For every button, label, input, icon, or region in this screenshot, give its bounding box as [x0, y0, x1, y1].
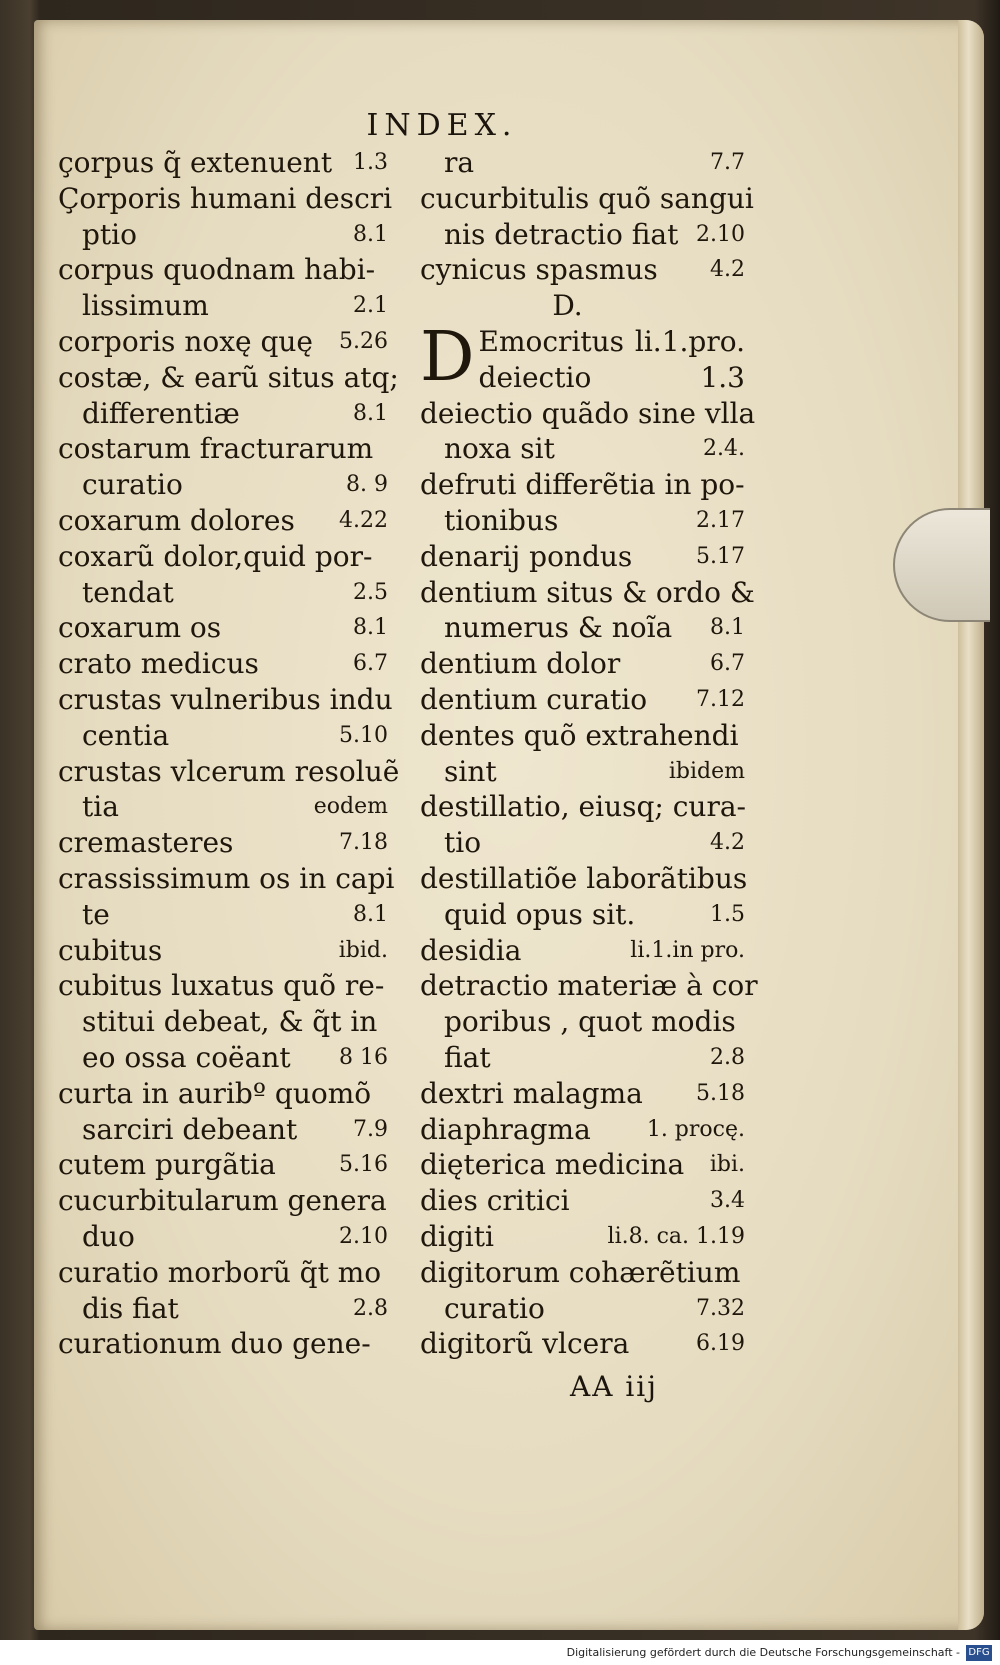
- entry-term: cutem purgãtia: [58, 1148, 276, 1182]
- entry-reference: [739, 718, 745, 754]
- entry-reference: 2.4.: [703, 436, 745, 462]
- index-entry: [58, 825, 388, 861]
- index-entry: [420, 646, 745, 682]
- entry-reference: ibid.: [338, 937, 388, 963]
- entry-reference: 4.2: [710, 830, 745, 856]
- entry-term: fiat: [444, 1040, 491, 1074]
- entry-reference: 5.18: [696, 1080, 745, 1106]
- dropcap-entry: [420, 317, 745, 397]
- entry-reference: 4.2: [710, 257, 745, 283]
- index-entry: [420, 252, 745, 288]
- entry-reference: 8.1: [353, 901, 388, 927]
- entry-term: nis detractio fiat: [444, 217, 679, 251]
- entry-reference: 7.18: [339, 830, 388, 856]
- entry-term: costæ, & earũ situs atq;: [58, 360, 399, 394]
- index-entry: [420, 1004, 745, 1040]
- entry-reference: 8.1: [353, 400, 388, 426]
- index-entry: [58, 789, 388, 825]
- index-entry: [420, 968, 758, 1004]
- index-entry: [420, 718, 745, 754]
- index-entry: [58, 431, 388, 467]
- entry-reference: [382, 252, 388, 288]
- entry-reference: [382, 431, 388, 467]
- entry-reference: [394, 861, 400, 897]
- entry-term: dentium situs & ordo &: [420, 575, 755, 609]
- index-entry: [420, 431, 745, 467]
- index-entry: [58, 1219, 388, 1255]
- entry-term: defruti differẽtia in po-: [420, 468, 745, 502]
- entry-term: curta in auribº quomõ: [58, 1076, 372, 1110]
- entry-term: destillatio, eiusq; cura-: [420, 790, 746, 824]
- index-entry: [420, 789, 745, 825]
- entry-term: cremasteres: [58, 826, 234, 860]
- entry-term: tendat: [82, 575, 174, 609]
- entry-reference: 8.1: [710, 615, 745, 641]
- entry-term: centia: [82, 718, 170, 752]
- index-entry: [58, 181, 393, 217]
- index-entry: [58, 360, 399, 396]
- entry-reference: [755, 396, 761, 432]
- entry-term: corporis noxę quę: [58, 324, 313, 358]
- index-entry: [58, 503, 388, 539]
- index-entry: [58, 467, 388, 503]
- index-entry: [420, 217, 745, 253]
- entry-term: tia: [82, 790, 119, 824]
- index-entry: [58, 861, 395, 897]
- entry-reference: [382, 539, 388, 575]
- dfg-logo-icon: DFG: [966, 1645, 992, 1661]
- entry-term: dentes quõ extrahendi: [420, 718, 739, 752]
- index-entry: Emocritus li.1.pro.: [478, 324, 745, 358]
- entry-term: stitui debeat, & q̃t in: [82, 1005, 378, 1039]
- entry-term: digiti: [420, 1219, 494, 1253]
- page-edge: [958, 20, 984, 1630]
- credit-text: Digitalisierung gefördert durch die Deutsche Forschungsgemeinschaft -: [566, 1646, 960, 1659]
- entry-reference: [392, 181, 398, 217]
- entry-term: deiectio quãdo sine vlla: [420, 396, 756, 430]
- entry-term: digitorum cohærẽtium: [420, 1255, 741, 1289]
- index-entry: [420, 1219, 745, 1255]
- entry-reference: 4.22: [339, 507, 388, 533]
- index-entry: [58, 324, 388, 360]
- entry-term: dies critici: [420, 1184, 570, 1218]
- entry-term: differentiæ: [82, 396, 240, 430]
- entry-term: detractio materiæ à cor: [420, 969, 758, 1003]
- entry-term: te: [82, 897, 110, 931]
- entry-reference: 1.3: [353, 150, 388, 175]
- index-entry: [58, 1112, 388, 1148]
- entry-term: dięterica medicina: [420, 1148, 685, 1182]
- entry-term: lissimum: [82, 289, 209, 323]
- index-entry: [58, 1183, 388, 1219]
- index-entry: [58, 252, 388, 288]
- entry-term: numerus & noĩa: [444, 611, 673, 645]
- entry-reference: li.1.in pro.: [630, 937, 745, 963]
- entry-reference: [746, 789, 752, 825]
- entry-reference: [382, 1076, 388, 1112]
- index-column-left: [58, 145, 400, 1362]
- entry-term: tio: [444, 826, 482, 860]
- index-entry: [420, 682, 745, 718]
- index-entry: [58, 1326, 388, 1362]
- index-entry: [58, 718, 388, 754]
- entry-reference: 5.26: [339, 328, 388, 354]
- entry-term: poribus , quot modis: [444, 1005, 736, 1039]
- entry-reference: [758, 968, 764, 1004]
- entry-term: tionibus: [444, 503, 559, 537]
- index-entry: [58, 968, 388, 1004]
- entry-term: çorpus q̃ extenuent: [58, 146, 333, 179]
- entry-reference: [399, 754, 405, 790]
- entry-term: coxarũ dolor,quid por-: [58, 539, 373, 573]
- entry-term: sint: [444, 754, 497, 788]
- entry-reference: [740, 1255, 746, 1291]
- entry-reference: 6.19: [696, 1331, 745, 1357]
- entry-reference: [747, 861, 753, 897]
- index-entry: [58, 1040, 388, 1076]
- index-entry: [420, 467, 745, 503]
- index-entry: [58, 288, 388, 324]
- index-entry: [420, 181, 754, 217]
- index-entry: [58, 1255, 388, 1291]
- index-entry: [58, 682, 393, 718]
- entry-reference: [754, 181, 760, 217]
- index-entry: [420, 825, 745, 861]
- entry-reference: 8.1: [353, 615, 388, 641]
- entry-reference: 2.5: [353, 579, 388, 605]
- entry-term: ptio: [82, 217, 137, 251]
- entry-reference: 2.1: [353, 293, 388, 319]
- entry-term: corpus quodnam habi-: [58, 253, 376, 287]
- entry-reference: 8.1: [353, 221, 388, 247]
- entry-term: dis fiat: [82, 1291, 179, 1325]
- entry-reference: 2.17: [696, 507, 745, 533]
- entry-reference: [755, 575, 761, 611]
- index-entry: [420, 396, 756, 432]
- index-entry: [420, 1112, 745, 1148]
- index-entry: [420, 1255, 745, 1291]
- entry-term: quid opus sit.: [444, 897, 636, 931]
- entry-term: curatio morborũ q̃t mo: [58, 1255, 382, 1289]
- entry-reference: [382, 1255, 388, 1291]
- entry-term: cubitus luxatus quõ re-: [58, 969, 385, 1003]
- entry-term: desidia: [420, 933, 522, 967]
- entry-term: dentium dolor: [420, 647, 621, 681]
- index-entry: [58, 539, 388, 575]
- entry-term: cucurbitulis quõ sangui: [420, 181, 754, 215]
- entry-term: noxa sit: [444, 432, 555, 466]
- signature-mark: AA iij: [570, 1370, 658, 1403]
- index-entry: [58, 1147, 388, 1183]
- entry-reference: 2.10: [339, 1223, 388, 1249]
- index-entry: [420, 1040, 745, 1076]
- entry-term: diaphragma: [420, 1112, 591, 1146]
- entry-reference: 8 16: [339, 1044, 388, 1070]
- entry-term: ra: [444, 146, 475, 179]
- entry-term: cubitus: [58, 933, 163, 967]
- entry-term: cynicus spasmus: [420, 253, 658, 287]
- index-entry: [58, 754, 400, 790]
- dropcap-letter: D: [420, 317, 475, 397]
- entry-term: cucurbitularum genera: [58, 1184, 387, 1218]
- entry-term: coxarum os: [58, 611, 222, 645]
- entry-term: curationum duo gene-: [58, 1327, 371, 1361]
- entry-term: sarciri debeant: [82, 1112, 298, 1146]
- entry-reference: 7.9: [353, 1116, 388, 1142]
- entry-reference: [739, 1004, 745, 1040]
- entry-term: Çorporis humani descri: [58, 181, 393, 215]
- entry-reference: [393, 682, 399, 718]
- index-entry: [420, 503, 745, 539]
- entry-term: duo: [82, 1219, 135, 1253]
- entry-term: dextri malagma: [420, 1076, 643, 1110]
- index-entry: [420, 610, 745, 646]
- entry-reference: 2.8: [710, 1044, 745, 1070]
- page-header: INDEX.: [366, 108, 518, 143]
- entry-reference: 5.16: [339, 1152, 388, 1178]
- index-entry: [58, 1291, 388, 1327]
- entry-reference: 7.32: [696, 1295, 745, 1321]
- index-entry: [420, 575, 755, 611]
- index-entry: [58, 1076, 388, 1112]
- index-entry: [420, 539, 745, 575]
- entry-term: digitorũ vlcera: [420, 1327, 630, 1361]
- index-entry: [58, 610, 388, 646]
- index-entry: [58, 145, 388, 181]
- entry-reference: 3.4: [710, 1188, 745, 1214]
- entry-reference: 5.10: [339, 722, 388, 748]
- entry-term: costarum fracturarum: [58, 432, 374, 466]
- credit-bar: [0, 1640, 1000, 1665]
- entry-reference: li.8. ca. 1.19: [607, 1223, 745, 1249]
- entry-reference: [384, 968, 390, 1004]
- entry-term: crustas vulneribus indu: [58, 682, 393, 716]
- entry-term: curatio: [82, 468, 183, 502]
- entry-reference: ibidem: [668, 758, 745, 784]
- entry-reference: [382, 1004, 388, 1040]
- index-entry: [420, 1147, 745, 1183]
- entry-reference: 5.17: [696, 543, 745, 569]
- entry-reference: 2.10: [696, 221, 745, 247]
- index-entry: [58, 217, 388, 253]
- entry-term: eo ossa coëant: [82, 1040, 291, 1074]
- entry-reference: 1. procę.: [646, 1116, 745, 1142]
- index-entry: [58, 646, 388, 682]
- entry-term: destillatiõe laborãtibus: [420, 861, 748, 895]
- index-entry: [420, 861, 748, 897]
- index-entry: [58, 1004, 388, 1040]
- index-column-right: [420, 145, 758, 1362]
- entry-reference: 6.7: [353, 651, 388, 677]
- entry-reference: 7.7: [710, 150, 745, 175]
- index-entry: [58, 396, 388, 432]
- index-entry: [420, 897, 745, 933]
- entry-term: crato medicus: [58, 647, 259, 681]
- index-entry: [420, 145, 745, 181]
- entry-reference: 7.12: [696, 686, 745, 712]
- entry-term: crassissimum os in capi: [58, 861, 395, 895]
- entry-term: denarij pondus: [420, 539, 633, 573]
- entry-term: curatio: [444, 1291, 545, 1325]
- entry-reference: [382, 1326, 388, 1362]
- entry-reference: [745, 467, 751, 503]
- index-entry: [58, 933, 388, 969]
- index-entry: [58, 575, 388, 611]
- index-entry: [420, 1326, 745, 1362]
- index-entry: [420, 933, 745, 969]
- entry-reference: 2.8: [353, 1295, 388, 1321]
- entry-term: coxarum dolores: [58, 503, 295, 537]
- entry-reference: [387, 1183, 393, 1219]
- entry-reference: eodem: [313, 794, 388, 820]
- index-entry: deiectio 1.3: [478, 360, 745, 394]
- entry-reference: 6.7: [710, 651, 745, 677]
- index-entry: [420, 1291, 745, 1327]
- entry-term: crustas vlcerum resoluẽ: [58, 754, 400, 788]
- index-entry: [58, 897, 388, 933]
- index-entry: [420, 1183, 745, 1219]
- index-entry: [420, 1076, 745, 1112]
- section-letter: D.: [552, 289, 583, 323]
- entry-reference: 1.5: [710, 901, 745, 927]
- entry-term: dentium curatio: [420, 682, 648, 716]
- entry-reference: [399, 360, 405, 396]
- index-entry: [420, 754, 745, 790]
- entry-reference: ibi.: [709, 1152, 745, 1178]
- entry-reference: 8. 9: [346, 472, 388, 498]
